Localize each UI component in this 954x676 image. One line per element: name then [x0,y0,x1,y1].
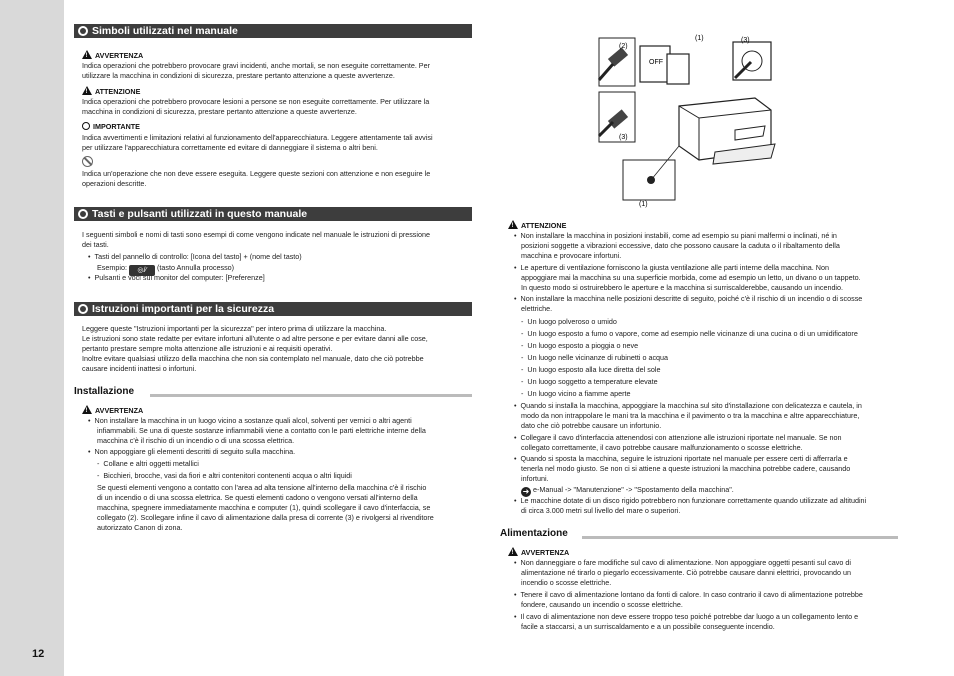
warning-icon [508,220,518,229]
bullet-item: • Le aperture di ventilazione forniscono la giusta ventilazione alle parti interne della macchina. Non [514,263,829,272]
text-line: Indica operazioni che potrebbero provocare gravi incidenti, anche mortali, se non eseguite correttamente. Per [82,61,430,70]
text-line: Indica operazioni che potrebbero provocare lesioni a persone se non eseguite correttamente. Per utilizzare la [82,97,430,106]
bullet-item: • Tenere il cavo di alimentazione lontano da fonti di calore. In caso contrario il cavo di alimentazione potrebbe [514,590,863,599]
bullet-item: • Quando si sposta la macchina, seguire le istruzioni riportate nel manuale per essere certi di afferrarla e [514,454,848,463]
text-line: di un incendio o di una scossa elettrica. Se questi elementi cadono o vengono versati all'interno della [97,493,418,502]
important-icon [82,122,90,130]
dash-item: - Un luogo vicino a fiamme aperte [521,389,631,398]
dash-item: - Un luogo esposto alla luce diretta del sole [521,365,661,374]
bullet-item: • Le macchine dotate di un disco rigido potrebbero non funzionare correttamente quando utilizzate ad altitudini [514,496,867,505]
dash-text: Collane e altri oggetti metallici [103,459,199,468]
subsection-rule [150,394,472,397]
bullet-text: Quando si installa la macchina, appoggiare la macchina sul sito d'installazione con delicatezza e cautela, in [520,401,862,410]
dash-item: - Bicchieri, brocche, vasi da fiori e altri contenitori contenenti acqua o altri liquidi [97,471,352,480]
dash-item: - Un luogo esposto a fumo o vapore, come ad esempio nelle vicinanze di una cucina o di un umidificatore [521,329,858,338]
text-line: utilizzare la macchina in condizioni di sicurezza, prestare pertanto attenzione a queste avvertenze. [82,71,395,80]
bullet-circle-icon [78,209,88,219]
example-label: Esempio: [97,263,127,272]
text-line: autorizzato Canon di zona. [97,523,183,532]
off-text: OFF [649,59,663,66]
text-line: alimentazione né tirarlo o piegarlo eccessivamente. Ciò potrebbe causare danni elettrici, provocando un [521,568,852,577]
label-2: (2) [619,43,628,50]
safety-illustration [595,30,790,210]
text-line: Indica avvertimenti e limitazioni relativi al funzionamento dell'apparecchiatura. Leggere attentamente tali avvisi [82,133,433,142]
text-line: collegato (2). Scollegare infine il cavo di alimentazione dalla presa di corrente (3) e rivolgersi al rivenditore [97,513,434,522]
dash-text: Un luogo nelle vicinanze di rubinetti o acqua [527,353,669,362]
text-line: appoggiare mai la macchina su una superficie morbida, come ad esempio un letto, un divano o un tappeto. [521,273,861,282]
bullet-item: • Non appoggiare gli elementi descritti di seguito sulla macchina. [88,447,296,456]
bullet-item: • Il cavo di alimentazione non deve essere troppo teso poiché potrebbe dar luogo a un collegamento lento e [514,612,859,621]
dash-text: Un luogo esposto a fumo o vapore, come ad esempio nelle vicinanze di una cucina o di un umidificatore [527,329,858,338]
bullet-text: Collegare il cavo d'interfaccia attenendosi con attenzione alle istruzioni riportate nel manuale. Se non [520,433,842,442]
importante-label [82,122,140,132]
text-line: facile a staccarsi, a un surriscaldamento e a un possibile conseguente incendio. [521,622,775,631]
text-line: Le istruzioni sono state redatte per evitare infortuni all'utente o ad altre persone e per evitare danni alle cose, [82,334,428,343]
text-line: collegato correttamente, il cavo potrebbe causare malfunzionamento o scosse elettriche. [521,443,803,452]
text-line: fondere, causando un incendio o scosse elettriche. [521,600,683,609]
text-line: incendio o scosse elettriche. [521,578,612,587]
subsection-title-alimentazione: Alimentazione [500,528,568,539]
label-text: AVVERTENZA [95,406,144,415]
avvertenza-label [82,405,143,416]
page-margin [0,0,64,676]
section-header-tasti [74,207,472,221]
bullet-circle-icon [78,26,88,36]
warning-icon [82,405,92,414]
text-line: Leggere queste "Istruzioni importanti per la sicurezza" per intero prima di utilizzare la macchina. [82,324,387,333]
text-line: macchina c'è il rischio di un incendio o di una scossa elettrica. [97,436,295,445]
bullet-text: Pulsanti e voci sul monitor del computer: [Preferenze] [94,273,265,282]
attenzione-label [82,86,140,97]
subsection-rule [582,536,898,539]
page-number: 12 [32,648,45,660]
section-title: Simboli utilizzati nel manuale [92,25,238,37]
dash-item: - Collane e altri oggetti metallici [97,459,199,468]
dash-item: - Un luogo polveroso o umido [521,317,617,326]
label-1-bottom: (1) [639,201,648,208]
label-3: (3) [619,134,628,141]
text-line: In questo modo si ostruirebbero le aperture e la macchina si surriscalderebbe, causando un incendio. [521,283,844,292]
text-line: dato che ciò potrebbe causare un infortunio. [521,421,662,430]
dash-item: - Un luogo nelle vicinanze di rubinetti o acqua [521,353,669,362]
dash-text: Un luogo esposto alla luce diretta del sole [527,365,661,374]
bullet-circle-icon [78,304,88,314]
text-line: Inoltre evitare qualsiasi utilizzo della macchina che non sia contemplato nel manuale, dato che ciò potrebbe [82,354,424,363]
text-line: macchina e provocare infortuni. [521,251,622,260]
text-line: elettriche. [521,304,553,313]
text-line: dei tasti. [82,240,109,249]
emanual-text: e-Manual -> "Manutenzione" -> "Spostamento della macchina". [533,485,734,494]
bullet-item: • Non installare la macchina in posizioni instabili, come ad esempio su piani malfermi o inclinati, né in [514,231,837,240]
avvertenza-label [82,50,143,61]
text-line: causare incidenti inattesi o infortuni. [82,364,197,373]
bullet-text: Non installare la macchina in posizioni instabili, come ad esempio su piani malfermi o inclinati, né in [520,231,837,240]
warning-icon [508,547,518,556]
label-1-top: (1) [695,35,704,42]
text-line: infortuni. [521,474,549,483]
dash-text: Un luogo polveroso o umido [527,317,617,326]
stop-key-icon: ◎/⁄ [129,265,155,276]
text-line: per utilizzare l'apparecchiatura correttamente ed evitare di danneggiare il sistema o altri beni. [82,143,378,152]
bullet-item: • Pulsanti e voci sul monitor del computer: [Preferenze] [88,273,265,282]
bullet-text: Tasti del pannello di controllo: [Icona del tasto] + (nome del tasto) [94,252,302,261]
text-line: modo da non intrappolare le mani tra la macchina e il pavimento o tra la macchina e altre apparecchiature, [521,411,860,420]
label-text: ATTENZIONE [521,221,567,230]
text-line: di circa 3.000 metri sul livello del mare o superiori. [521,506,681,515]
text-line: macchina, spegnere immediatamente macchina e computer (1), quindi scollegare il cavo d'interfaccia, se [97,503,431,512]
text-line: Se questi elementi vengono a contatto con l'area ad alta tensione all'interno della macchina c'è il rischio [97,483,427,492]
avvertenza-label [508,547,569,558]
bullet-text: Quando si sposta la macchina, seguire le istruzioni riportate nel manuale per essere certi di afferrarla e [520,454,848,463]
bullet-text: Le aperture di ventilazione forniscono la giusta ventilazione alle parti interne della macchina. Non [520,263,829,272]
bullet-item: • Non danneggiare o fare modifiche sul cavo di alimentazione. Non appoggiare oggetti pesanti sul cavo di [514,558,851,567]
text-line: tenerla nel modo giusto. Se non ci si attiene a queste istruzioni la macchina potrebbe cadere, causando [521,464,851,473]
bullet-text: Tenere il cavo di alimentazione lontano da fonti di calore. In caso contrario il cavo di alimentazione potrebbe [520,590,863,599]
text-line: posizioni soggette a vibrazioni eccessive, dato che possono causare la caduta o il ribaltamento della [521,241,840,250]
bullet-text: Le macchine dotate di un disco rigido potrebbero non funzionare correttamente quando utilizzate ad altitudini [520,496,867,505]
bullet-text: Il cavo di alimentazione non deve essere troppo teso poiché potrebbe dar luogo a un collegamento lento e [520,612,859,621]
bullet-item: • Non installare la macchina nelle posizioni descritte di seguito, poiché c'è il rischio di un incendio o di scosse [514,294,863,303]
emanual-icon: ➜ [522,487,530,496]
dash-item: - Un luogo esposto a pioggia o neve [521,341,639,350]
label-text: IMPORTANTE [93,122,140,131]
dash-item: - Un luogo soggetto a temperature elevate [521,377,658,386]
bullet-text: Non installare la macchina nelle posizioni descritte di seguito, poiché c'è il rischio di un incendio o di scosse [520,294,863,303]
text-line: operazioni descritte. [82,179,147,188]
text-line: pertanto prestare sempre molta attenzione alle istruzioni e ai requisiti operativi. [82,344,333,353]
dash-text: Un luogo vicino a fiamme aperte [527,389,631,398]
warning-icon [82,86,92,95]
bullet-text: Non danneggiare o fare modifiche sul cavo di alimentazione. Non appoggiare oggetti pesanti sul cavo di [520,558,851,567]
text-line: I seguenti simboli e nomi di tasti sono esempi di come vengono indicate nel manuale le istruzioni di pressione [82,230,430,239]
dash-text: Un luogo esposto a pioggia o neve [527,341,639,350]
label-text: ATTENZIONE [95,87,141,96]
warning-icon [82,50,92,59]
section-header-istruzioni [74,302,472,316]
text-line: infiammabili. Se una di queste sostanze infiammabili viene a contatto con le parti elettriche interne della [97,426,426,435]
text-line: Indica un'operazione che non deve essere eseguita. Leggere queste sezioni con attenzione e non eseguire le [82,169,431,178]
label-text: AVVERTENZA [521,548,570,557]
section-title: Istruzioni importanti per la sicurezza [92,303,275,315]
label-text: AVVERTENZA [95,51,144,60]
bullet-item: • Collegare il cavo d'interfaccia attenendosi con attenzione alle istruzioni riportate nel manuale. Se non [514,433,842,442]
computer-case [667,54,689,84]
dash-text: Un luogo soggetto a temperature elevate [527,377,658,386]
text-line: macchina in condizioni di sicurezza, prestare pertanto attenzione a queste avvertenze. [82,107,357,116]
bullet-item: • Non installare la macchina in un luogo vicino a sostanze quali alcol, solventi per vernici o altri agenti [88,416,412,425]
example-text: (tasto Annulla processo) [156,263,235,272]
bullet-item: • Quando si installa la macchina, appoggiare la macchina sul sito d'installazione con delicatezza e cautela, in [514,401,862,410]
dash-text: Bicchieri, brocche, vasi da fiori e altri contenitori contenenti acqua o altri liquidi [103,471,352,480]
section-title: Tasti e pulsanti utilizzati in questo manuale [92,208,308,220]
bullet-text: Non installare la macchina in un luogo vicino a sostanze quali alcol, solventi per vernici o altri agenti [94,416,412,425]
attenzione-label [508,220,566,231]
bullet-text: Non appoggiare gli elementi descritti di seguito sulla macchina. [94,447,296,456]
section-header-simboli [74,24,472,38]
subsection-title-installazione: Installazione [74,386,135,397]
bullet-item: • Tasti del pannello di controllo: [Icona del tasto] + (nome del tasto) [88,252,302,261]
label-3-top: (3) [741,37,750,44]
prohibited-icon [82,156,93,167]
